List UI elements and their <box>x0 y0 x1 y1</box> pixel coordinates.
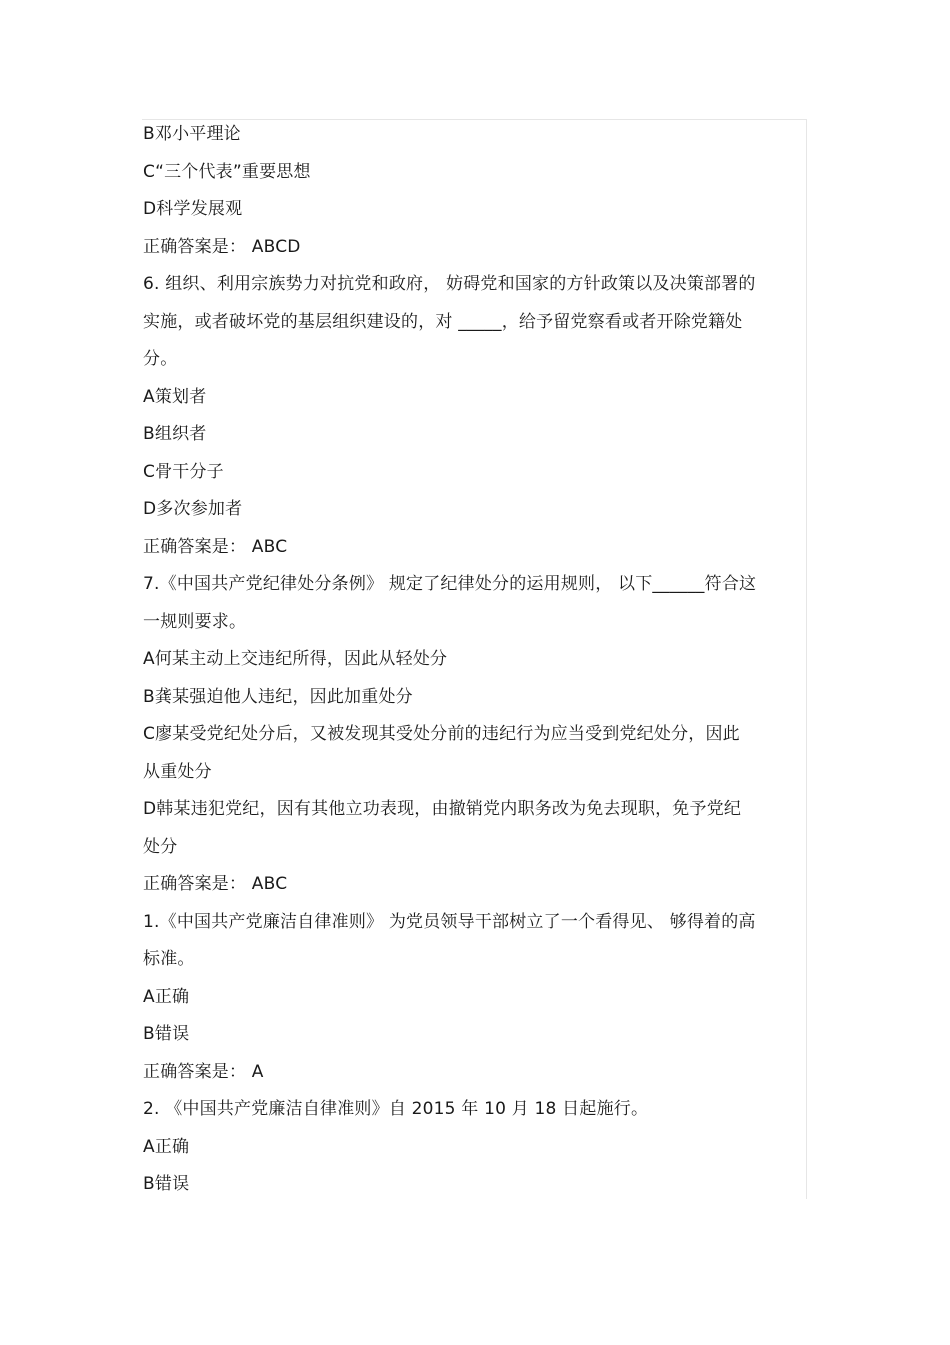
question-7-line-2: 一规则要求。 <box>143 611 247 632</box>
answer-q5: 正确答案是： ABCD <box>143 236 301 257</box>
question-7-line-1: 7.《中国共产党纪律处分条例》 规定了纪律处分的运用规则， 以下______符合这 <box>143 574 757 594</box>
option-d-q6: D多次参加者 <box>143 499 243 519</box>
option-b-q6: B组织者 <box>143 424 207 444</box>
tf-question-1-line-1: 1.《中国共产党廉洁自律准则》 为党员领导干部树立了一个看得见、 够得着的高 <box>143 911 756 932</box>
question-6-line-3: 分。 <box>143 349 178 369</box>
option-d-q7-line-2: 处分 <box>143 836 178 857</box>
document-content <box>143 116 807 1204</box>
answer-tf1: 正确答案是： A <box>143 1061 264 1082</box>
option-c-q7-line-1: C廖某受党纪处分后，又被发现其受处分前的违纪行为应当受到党纪处分，因此 <box>143 724 740 744</box>
option-a-q7: A何某主动上交违纪所得，因此从轻处分 <box>143 649 448 669</box>
option-d-q7-line-1: D韩某违犯党纪，因有其他立功表现，由撤销党内职务改为免去现职，免予党纪 <box>143 799 742 819</box>
question-6-line-1: 6. 组织、利用宗族势力对抗党和政府， 妨碍党和国家的方针政策以及决策部署的 <box>143 274 756 294</box>
tf-question-2: 2. 《中国共产党廉洁自律准则》自 2015 年 10 月 18 日起施行。 <box>143 1099 649 1119</box>
option-c-q7-line-2: 从重处分 <box>143 761 212 782</box>
option-b-q7: B龚某强迫他人违纪，因此加重处分 <box>143 686 413 707</box>
option-b-tf2: B错误 <box>143 1174 190 1194</box>
option-c-q6: C骨干分子 <box>143 461 224 482</box>
option-b-q5: B邓小平理论 <box>143 124 241 144</box>
option-a-tf2: A正确 <box>143 1136 190 1157</box>
option-c-q5: C“三个代表”重要思想 <box>143 161 311 182</box>
answer-q7: 正确答案是： ABC <box>143 874 288 894</box>
option-a-tf1: A正确 <box>143 986 190 1007</box>
answer-q6: 正确答案是： ABC <box>143 536 288 557</box>
question-6-line-2: 实施，或者破坏党的基层组织建设的，对 _____，给予留党察看或者开除党籍处 <box>143 311 743 332</box>
option-a-q6: A策划者 <box>143 386 207 407</box>
option-d-q5: D科学发展观 <box>143 199 243 219</box>
tf-question-1-line-2: 标准。 <box>143 949 195 969</box>
option-b-tf1: B错误 <box>143 1024 190 1044</box>
